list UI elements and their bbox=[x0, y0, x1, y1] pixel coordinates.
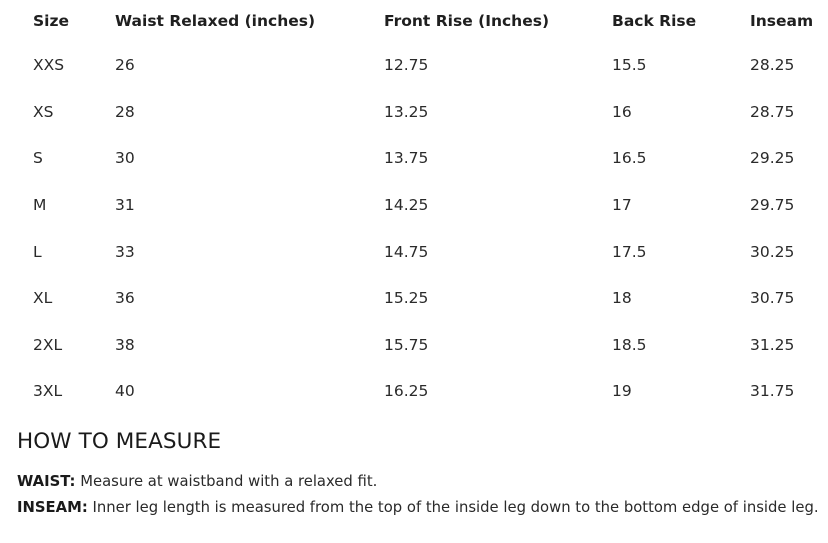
table-row bbox=[17, 322, 828, 369]
waist-cell: 33 bbox=[115, 242, 135, 261]
back-rise-cell: 15.5 bbox=[612, 56, 647, 75]
size-cell: XL bbox=[33, 289, 53, 308]
back-rise-cell: 18 bbox=[612, 289, 632, 308]
size-cell: M bbox=[33, 196, 47, 215]
front-rise-cell: 14.75 bbox=[384, 242, 429, 261]
inseam-description: Inner leg length is measured from the top of the inside leg down to the bottom edge of inside leg. bbox=[92, 499, 819, 516]
front-rise-cell: 15.75 bbox=[384, 335, 429, 354]
back-rise-cell: 19 bbox=[612, 382, 632, 401]
waist-cell: 36 bbox=[115, 289, 135, 308]
waist-cell: 26 bbox=[115, 56, 135, 75]
table-row bbox=[17, 89, 828, 136]
waist-cell: 38 bbox=[115, 335, 135, 354]
table-header-row bbox=[17, 0, 828, 42]
inseam-cell: 28.75 bbox=[750, 102, 795, 121]
section-title: HOW TO MEASURE bbox=[17, 429, 222, 454]
table-row bbox=[17, 42, 828, 89]
waist-cell: 30 bbox=[115, 149, 135, 168]
table-row bbox=[17, 182, 828, 229]
front-rise-cell: 13.75 bbox=[384, 149, 429, 168]
inseam-cell: 30.75 bbox=[750, 289, 795, 308]
inseam-cell: 31.75 bbox=[750, 382, 795, 401]
column-header-front-rise: Front Rise (Inches) bbox=[384, 12, 550, 30]
waist-cell: 28 bbox=[115, 102, 135, 121]
front-rise-cell: 13.25 bbox=[384, 102, 429, 121]
back-rise-cell: 17 bbox=[612, 196, 632, 215]
inseam-instruction bbox=[17, 495, 822, 521]
front-rise-cell: 16.25 bbox=[384, 382, 429, 401]
back-rise-cell: 18.5 bbox=[612, 335, 647, 354]
back-rise-cell: 17.5 bbox=[612, 242, 647, 261]
front-rise-cell: 12.75 bbox=[384, 56, 429, 75]
size-chart-table bbox=[17, 0, 828, 415]
waist-instruction bbox=[17, 469, 822, 495]
size-cell: 2XL bbox=[33, 335, 63, 354]
how-to-measure-section bbox=[17, 425, 822, 521]
inseam-cell: 31.25 bbox=[750, 335, 795, 354]
table-row bbox=[17, 368, 828, 415]
front-rise-cell: 15.25 bbox=[384, 289, 429, 308]
inseam-cell: 29.75 bbox=[750, 196, 795, 215]
waist-term: WAIST: bbox=[17, 473, 76, 490]
back-rise-cell: 16 bbox=[612, 102, 632, 121]
size-cell: L bbox=[33, 242, 42, 261]
waist-cell: 31 bbox=[115, 196, 135, 215]
inseam-term: INSEAM: bbox=[17, 499, 88, 516]
waist-cell: 40 bbox=[115, 382, 135, 401]
column-header-back-rise: Back Rise bbox=[612, 12, 697, 30]
size-cell: 3XL bbox=[33, 382, 63, 401]
back-rise-cell: 16.5 bbox=[612, 149, 647, 168]
column-header-waist: Waist Relaxed (inches) bbox=[115, 12, 316, 30]
size-cell: XS bbox=[33, 102, 54, 121]
column-header-inseam: Inseam bbox=[750, 12, 814, 30]
size-cell: S bbox=[33, 149, 43, 168]
inseam-cell: 30.25 bbox=[750, 242, 795, 261]
size-cell: XXS bbox=[33, 56, 65, 75]
table-row bbox=[17, 228, 828, 275]
front-rise-cell: 14.25 bbox=[384, 196, 429, 215]
waist-description: Measure at waistband with a relaxed fit. bbox=[80, 473, 378, 490]
table-row bbox=[17, 275, 828, 322]
table-row bbox=[17, 135, 828, 182]
inseam-cell: 28.25 bbox=[750, 56, 795, 75]
column-header-size: Size bbox=[33, 12, 70, 30]
inseam-cell: 29.25 bbox=[750, 149, 795, 168]
